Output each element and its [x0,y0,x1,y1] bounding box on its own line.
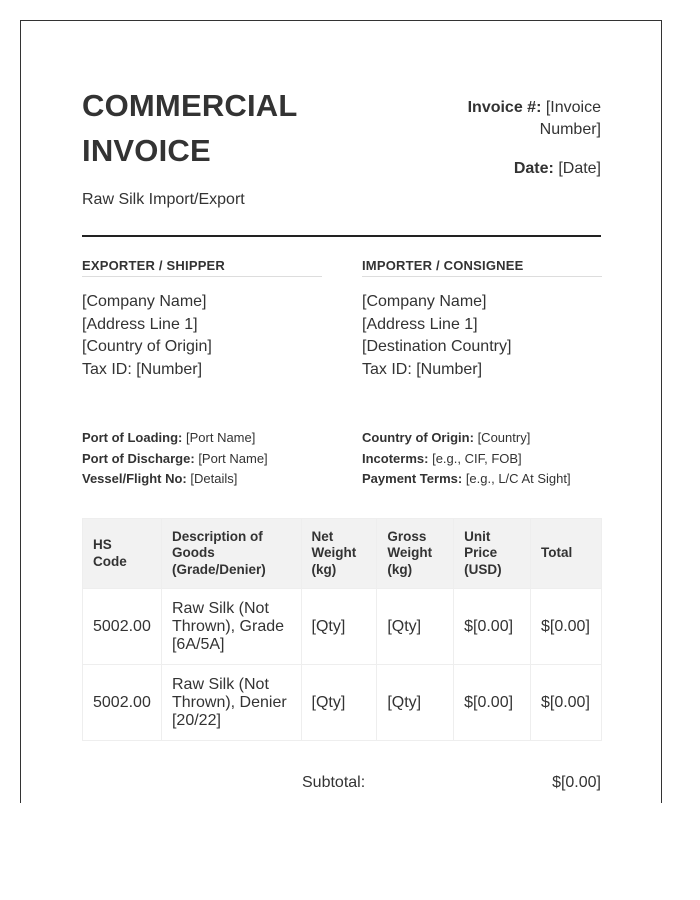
col-total: Total [530,519,601,589]
port-of-discharge-value: [Port Name] [198,450,268,466]
invoice-number-value-1: [Invoice [545,99,601,116]
vessel-flight-value: [Details] [190,471,238,486]
table-row [83,665,602,741]
invoice-page [20,20,662,803]
document-subtitle: Raw Silk Import/Export [82,191,245,208]
country-of-origin [362,428,622,449]
port-of-loading [82,428,342,449]
port-of-discharge-label: Port of Discharge: [82,450,195,466]
exporter-heading: EXPORTER / SHIPPER [82,258,322,277]
country-of-origin-label: Country of Origin: [362,430,474,445]
importer-heading: IMPORTER / CONSIGNEE [362,258,602,277]
incoterms [362,449,622,470]
invoice-number [401,97,601,141]
subtotal-label: Subtotal: [302,774,366,791]
col-description: Description of Goods (Grade/Denier) [161,519,301,589]
exporter-address: [Address Line 1] [82,315,198,333]
shipping-details [82,428,342,490]
table-row [83,589,602,665]
cell-total: $[0.00] [530,665,601,741]
importer-tax-id: Tax ID: [Number] [362,360,483,378]
cell-unit-price: $[0.00] [454,665,531,741]
payment-terms-label: Payment Terms: [362,471,463,486]
subtotal-value: $[0.00] [552,774,601,791]
cell-unit-price: $[0.00] [454,589,531,665]
cell-hs-code: 5002.00 [83,589,162,665]
invoice-date [401,158,601,180]
exporter-country: [Country of Origin] [82,338,212,355]
invoice-meta [401,97,601,180]
importer-country: [Destination Country] [362,338,512,355]
table-header-row [83,519,602,589]
date-label: Date: [513,160,554,177]
incoterms-label: Incoterms: [362,450,429,466]
importer-address: [Address Line 1] [362,315,478,333]
trade-terms [362,428,622,490]
cell-total: $[0.00] [530,589,601,665]
exporter-tax-id: Tax ID: [Number] [82,360,203,378]
exporter-block [82,258,322,381]
importer-company: [Company Name] [362,293,487,310]
col-gross-weight: Gross Weight (kg) [377,519,454,589]
cell-description: Raw Silk (Not Thrown), Grade [6A/5A] [161,589,301,665]
cell-net-weight: [Qty] [301,589,377,665]
exporter-company: [Company Name] [82,293,207,310]
cell-gross-weight: [Qty] [377,665,454,741]
vessel-flight-label: Vessel/Flight No: [82,471,187,486]
title-line-2: INVOICE [82,133,211,168]
header-divider [82,235,601,237]
importer-block [362,258,602,381]
invoice-number-label: Invoice #: [467,99,542,116]
payment-terms-value: [e.g., L/C At Sight] [465,471,571,486]
port-of-loading-label: Port of Loading: [82,430,183,445]
col-net-weight: Net Weight (kg) [301,519,377,589]
port-of-loading-value: [Port Name] [186,430,256,445]
date-value: [Date] [558,160,601,177]
country-of-origin-value: [Country] [477,430,531,445]
invoice-number-value-2: Number] [539,121,601,138]
cell-hs-code: 5002.00 [83,665,162,741]
port-of-discharge [82,449,342,470]
document-title [82,83,342,173]
title-line-1: COMMERCIAL [82,88,298,123]
vessel-flight [82,469,342,490]
col-unit-price: Unit Price (USD) [454,519,531,589]
invoice-header [82,83,601,209]
cell-net-weight: [Qty] [301,665,377,741]
col-hs-code: HS Code [83,519,162,589]
payment-terms [362,469,622,490]
goods-table [82,518,602,741]
cell-description: Raw Silk (Not Thrown), Denier [20/22] [161,665,301,741]
incoterms-value: [e.g., CIF, FOB] [432,450,522,466]
cell-gross-weight: [Qty] [377,589,454,665]
